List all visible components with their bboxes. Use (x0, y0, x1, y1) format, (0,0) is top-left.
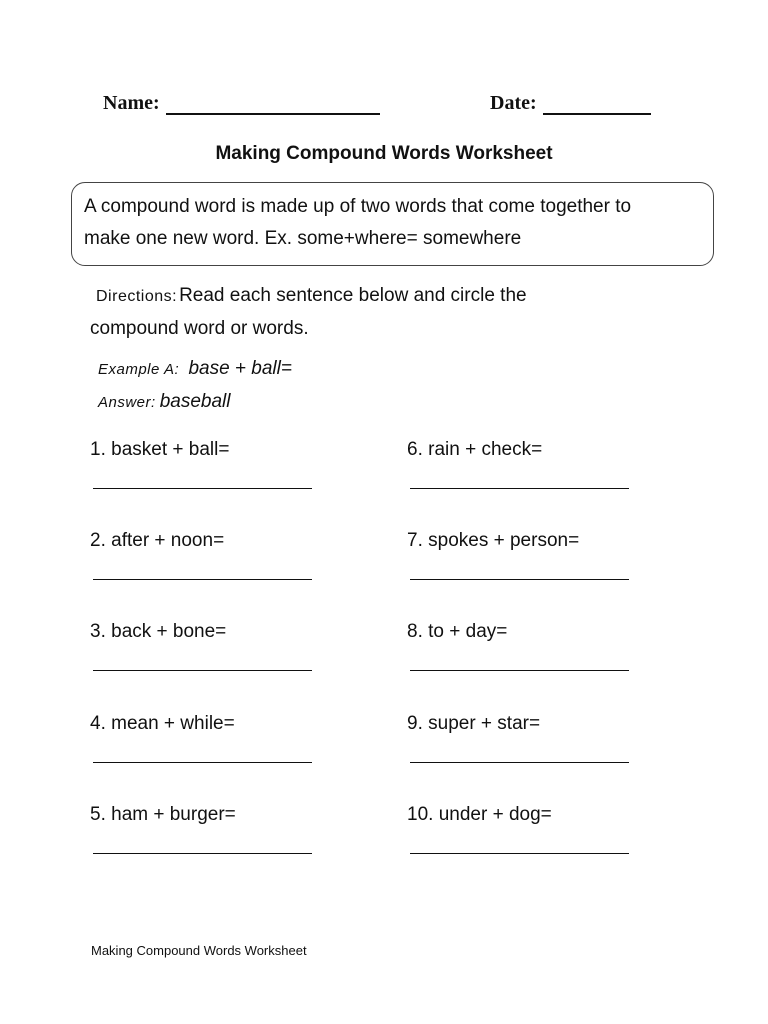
problem-3 (90, 620, 330, 644)
example-label: Example A: (98, 361, 180, 378)
answer-line[interactable] (410, 488, 629, 489)
problem-5 (90, 803, 330, 827)
answer-line[interactable] (410, 762, 629, 763)
problem-10 (407, 803, 647, 827)
date-blank-line (543, 93, 651, 115)
problem-1 (90, 438, 330, 462)
definition-box (71, 182, 714, 266)
problem-text: 5. ham + burger= (90, 804, 236, 825)
problem-text: 3. back + bone= (90, 621, 227, 642)
definition-line-1: A compound word is made up of two words that come together to (84, 196, 632, 217)
answer-line[interactable] (93, 670, 312, 671)
problem-text: 6. rain + check= (407, 439, 543, 460)
problem-text: 8. to + day= (407, 621, 508, 642)
problem-8 (407, 620, 647, 644)
problem-text: 9. super + star= (407, 713, 541, 734)
problem-2 (90, 529, 330, 553)
example-answer (98, 391, 230, 413)
name-label: Name: (103, 92, 160, 114)
page-footer: Making Compound Words Worksheet (91, 943, 307, 958)
problem-text: 2. after + noon= (90, 530, 225, 551)
example-answer-text: baseball (159, 391, 231, 412)
problem-text: 10. under + dog= (407, 804, 552, 825)
answer-line[interactable] (410, 670, 629, 671)
problem-6 (407, 438, 647, 462)
directions (90, 280, 690, 345)
answer-line[interactable] (93, 579, 312, 580)
problem-7 (407, 529, 647, 553)
answer-line[interactable] (410, 853, 629, 854)
problem-text: 7. spokes + person= (407, 530, 580, 551)
date-label: Date: (490, 92, 537, 114)
example-problem-text: base + ball= (188, 358, 292, 379)
directions-text-line-1: Read each sentence below and circle the (179, 285, 527, 306)
directions-label: Directions: (96, 288, 178, 305)
answer-line[interactable] (93, 853, 312, 854)
example-problem (98, 358, 292, 380)
directions-text-line-2: compound word or words. (90, 318, 309, 339)
definition-line-2: make one new word. Ex. some+where= somewhere (84, 228, 522, 249)
name-field (103, 92, 380, 115)
answer-line[interactable] (410, 579, 629, 580)
answer-label: Answer: (98, 394, 156, 411)
problem-text: 1. basket + ball= (90, 439, 230, 460)
name-blank-line (166, 93, 380, 115)
answer-line[interactable] (93, 762, 312, 763)
problem-text: 4. mean + while= (90, 713, 235, 734)
problem-9 (407, 712, 647, 736)
answer-line[interactable] (93, 488, 312, 489)
worksheet-title: Making Compound Words Worksheet (215, 143, 553, 164)
date-field (490, 92, 651, 115)
problem-4 (90, 712, 330, 736)
